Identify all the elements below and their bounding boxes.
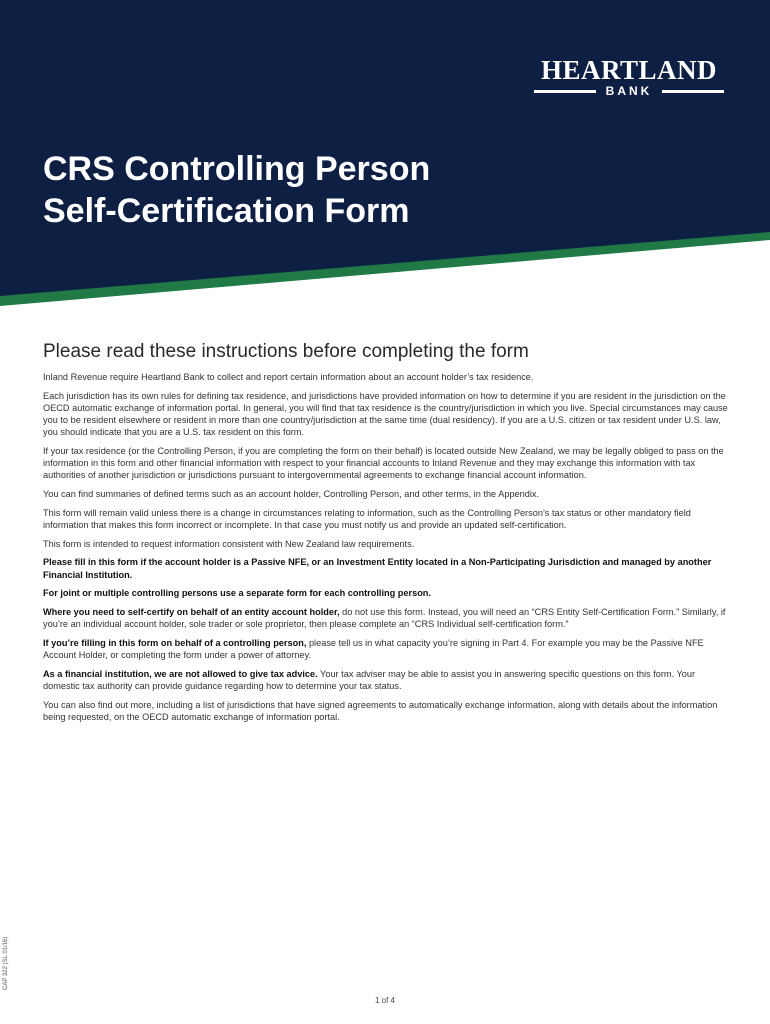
page-number: 1 of 4 [374,996,395,1005]
logo-rule-left [534,90,596,93]
heartland-bank-logo [531,56,727,97]
form-title-line-2: Self-Certification Form [43,192,410,230]
logo-sub-row [531,85,727,97]
instruction-paragraph: This form will remain valid unless there is a change in circumstances relating to information, such as the Controlling Person’s tax status or other mandatory field information that makes this form incorrect or incomplete. In that case you must notify us and provide an updated self-certification. [43,507,691,531]
logo-wordmark: HEARTLAND [540,55,718,85]
form-title [43,148,430,232]
form-code: CAP 322 (SL 01/16) [3,936,9,990]
paragraph-text: Your tax adviser may be able to assist you in answering specific questions on this form. Your domestic tax authority can provide guidance regarding how to determine your tax status. [43,668,696,692]
instruction-paragraph: This form is intended to request information consistent with New Zealand law requirements. [43,538,415,549]
instruction-paragraph: Each jurisdiction has its own rules for defining tax residence, and jurisdictions have provided information on how to determine if you are resident in the jurisdiction on the OECD automatic exchange of information portal. In general, you will find that tax residence is the country/jurisdiction in which you live. Special circumstances may cause you to be resident elsewhere or resident in more than one country/jurisdiction at the same time (dual residency). If you are a U.S. citizen or tax resident under U.S. law, you should indicate that you are a U.S. tax resident on this form. [43,390,728,438]
instruction-paragraph [43,668,729,692]
bold-text: Please fill in this form if the account holder is a Passive NFE, or an Investment Entity located in a Non-Participating Jurisdiction and managed by another Financial Institution. [43,557,712,580]
instruction-paragraph [43,606,729,630]
instructions-heading: Please read these instructions before completing the form [43,341,529,362]
bold-text: For joint or multiple controlling persons use a separate form for each controlling person. [43,588,431,599]
instruction-paragraph: You can find summaries of defined terms such as an account holder, Controlling Person, and other terms, in the Appendix. [43,489,540,500]
instruction-paragraph: Inland Revenue require Heartland Bank to collect and report certain information about an account holder’s tax residence. [43,372,534,382]
instruction-paragraph [43,637,729,661]
paragraph-text: please tell us in what capacity you’re signing in Part 4. For example you may be the Passive NFE Account Holder, or completing the form under a power of attorney. [43,637,704,661]
instruction-paragraph: You can also find out more, including a list of jurisdictions that have signed agreements to automatically exchange information, along with details about the information being requested, on the OECD automatic exchange of information portal. [43,699,718,722]
bold-text: Where you need to self-certify on behalf of an entity account holder, [43,607,340,618]
bold-text: As a financial institution, we are not allowed to give tax advice. [43,668,318,679]
form-title-line-1: CRS Controlling Person [43,150,431,188]
instruction-paragraph [43,587,729,599]
instructions-section [43,340,729,730]
instruction-paragraph: If your tax residence (or the Controlling Person, if you are completing the form on their behalf) is located outside New Zealand, we may be legally obliged to pass on the information in this form and other financial information with respect to your financial accounts to Inland Revenue and they may exchange this information with tax authorities of another jurisdiction or jurisdictions pursuant to intergovernmental agreements to exchange financial account information. [43,446,724,481]
instruction-paragraph [43,556,729,580]
paragraph-text: do not use this form. Instead, you will need an “CRS Entity Self-Certification Form.” Similarly, if you’re an individual account holder, sole trader or sole proprietor, then please complete an “CRS Individual self-certification form.” [43,607,726,630]
logo-subtext: BANK [605,84,653,98]
logo-rule-right [662,90,724,93]
bold-text: If you’re filling in this form on behalf of a controlling person, [43,637,307,648]
